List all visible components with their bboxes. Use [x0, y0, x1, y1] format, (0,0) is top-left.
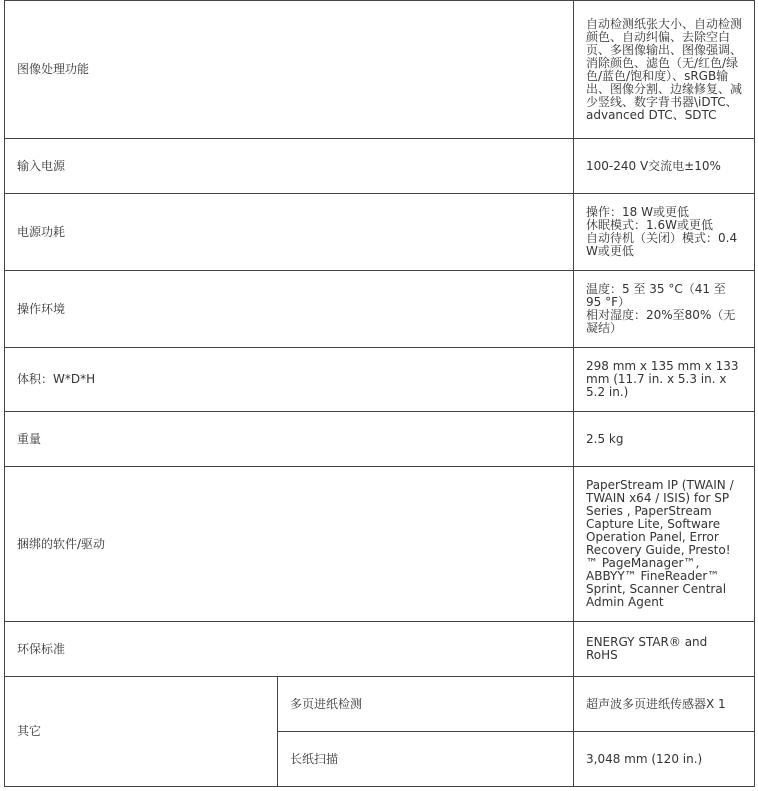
row-label-bundled-software: 捆绑的软件/驱动 — [5, 467, 574, 622]
env-line-temperature: 温度：5 至 35 °C（41 至 95 °F） — [586, 282, 726, 309]
row-label-other: 其它 — [5, 677, 278, 787]
row-label-dimensions: 体积：W*D*H — [5, 348, 574, 412]
row-label-input-power: 输入电源 — [5, 139, 574, 194]
power-line-auto-standby: 自动待机（关闭）模式：0.4 W或更低 — [586, 231, 738, 258]
table-row — [5, 271, 755, 348]
env-line-humidity: 相对湿度：20%至80%（无凝结） — [586, 308, 736, 335]
table-row — [5, 467, 755, 622]
sub-value-long-paper-scan: 3,048 mm (120 in.) — [574, 732, 755, 787]
sub-label-multifeed-detection: 多页进纸检测 — [278, 677, 574, 732]
table-row — [5, 139, 755, 194]
row-value-bundled-software: PaperStream IP (TWAIN / TWAIN x64 / ISIS) for SP Series , PaperStream Capture Lite, Software Operation Panel, Error Recovery Guide, Presto!™ PageManager™, ABBYY™ FineReader™ Sprint, Scanner Central Admin Agent — [574, 467, 755, 622]
row-label-weight: 重量 — [5, 412, 574, 467]
sub-value-multifeed-detection: 超声波多页进纸传感器X 1 — [574, 677, 755, 732]
row-label-image-processing: 图像处理功能 — [5, 1, 574, 139]
row-label-environmental-standards: 环保标准 — [5, 622, 574, 677]
power-line-operating: 操作：18 W或更低 — [586, 205, 689, 219]
table-row — [5, 412, 755, 467]
row-value-environmental-standards: ENERGY STAR® and RoHS — [574, 622, 755, 677]
row-label-power-consumption: 电源功耗 — [5, 194, 574, 271]
sub-label-long-paper-scan: 长纸扫描 — [278, 732, 574, 787]
row-value-weight: 2.5 kg — [574, 412, 755, 467]
row-value-operating-environment — [574, 271, 755, 348]
row-label-operating-environment: 操作环境 — [5, 271, 574, 348]
table-row — [5, 194, 755, 271]
row-value-dimensions: 298 mm x 135 mm x 133 mm (11.7 in. x 5.3 in. x 5.2 in.) — [574, 348, 755, 412]
row-value-power-consumption — [574, 194, 755, 271]
table-row — [5, 677, 755, 732]
table-row — [5, 1, 755, 139]
spec-table — [4, 0, 755, 787]
power-line-sleep: 休眠模式：1.6W或更低 — [586, 218, 713, 232]
table-row — [5, 622, 755, 677]
row-value-image-processing: 自动检测纸张大小、自动检测颜色、自动纠偏、去除空白页、多图像输出、图像强调、消除颜色、滤色（无/红色/绿色/蓝色/饱和度）、sRGB输出、图像分割、边缘修复、减少竖线、数字背书器\iDTC、advanced DTC、SDTC — [574, 1, 755, 139]
row-value-input-power: 100-240 V交流电±10% — [574, 139, 755, 194]
table-row — [5, 348, 755, 412]
